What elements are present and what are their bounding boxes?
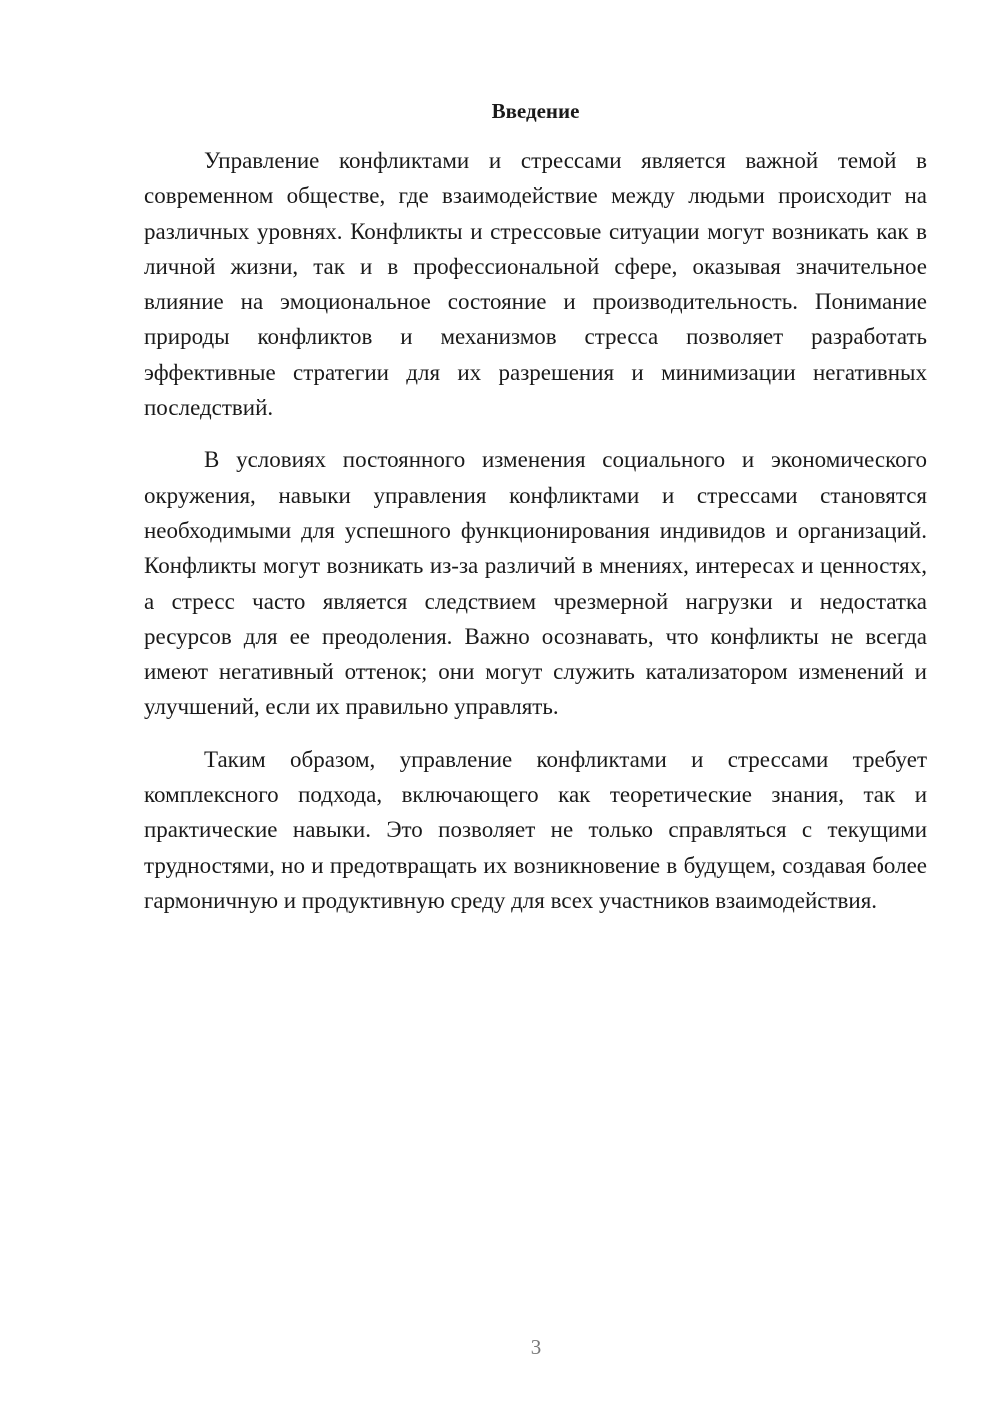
paragraph-1: Управление конфликтами и стрессами является важной темой в современном обществе, где взаимодействие между людьми происходит на различных уровнях. Конфликты и стрессовые ситуации могут возникать как в личной жизни, так и в профессиональной сфере, оказывая значительное влияние на эмоциональное состояние и производительность. Понимание природы конфликтов и механизмов стресса позволяет разработать эффективные стратегии для их разрешения и минимизации негативных последствий. [144,148,927,421]
page-number: 3 [530,1335,542,1359]
body-text [144,143,927,918]
paragraph-3: Таким образом, управление конфликтами и стрессами требует комплексного подхода, включающего как теоретические знания, так и практические навыки. Это позволяет не только справляться с текущими трудностями, но и предотвращать их возникновение в будущем, создавая более гармоничную и продуктивную среду для всех участников взаимодействия. [144,746,927,913]
section-heading: Введение [491,99,580,123]
paragraph-2: В условиях постоянного изменения социального и экономического окружения, навыки управления конфликтами и стрессами становятся необходимыми для успешного функционирования индивидов и организаций. Конфликты могут возникать из-за различий в мнениях, интересах и ценностях, а стресс часто является следствием чрезмерной нагрузки и недостатка ресурсов для ее преодоления. Важно осознавать, что конфликты не всегда имеют негативный оттенок; они могут служить катализатором изменений и улучшений, если их правильно управлять. [144,447,927,720]
